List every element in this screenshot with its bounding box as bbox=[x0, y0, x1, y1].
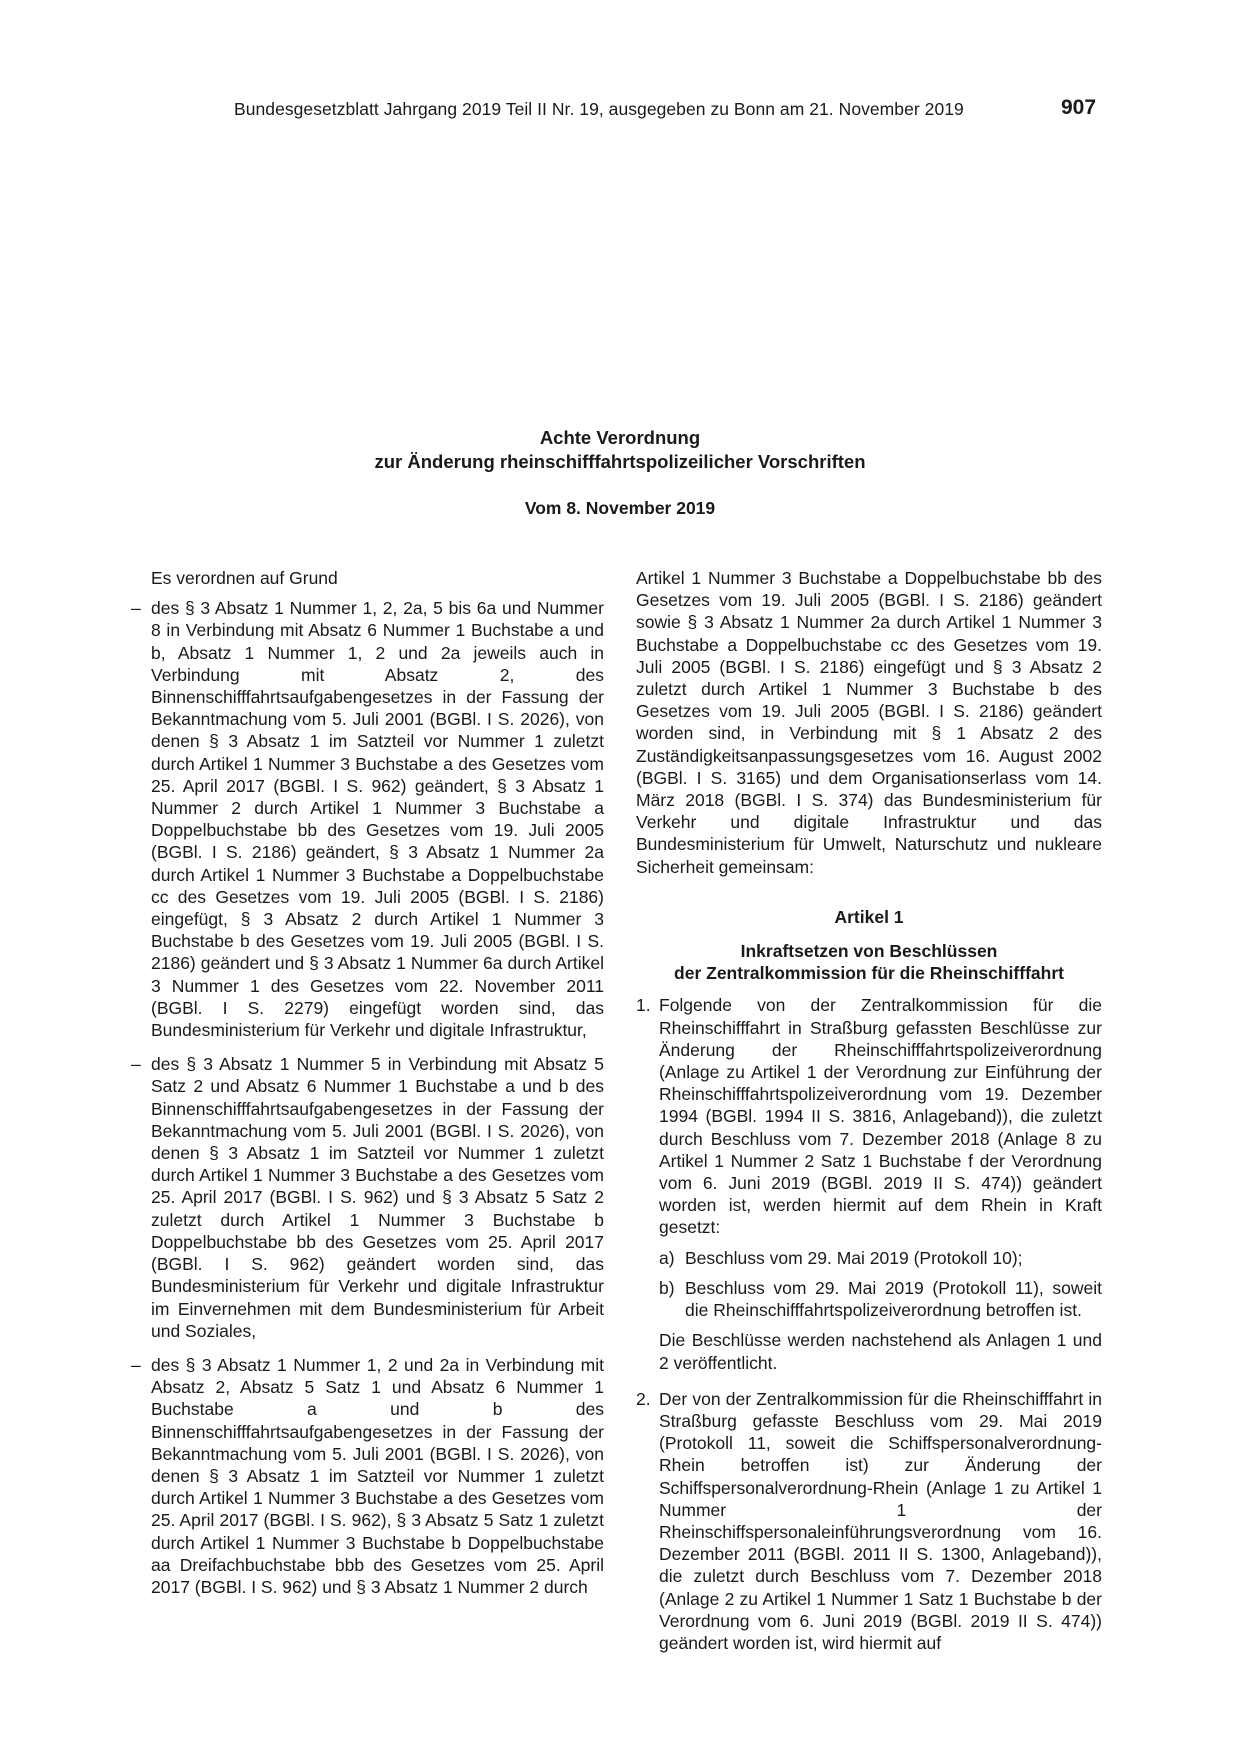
sub-item-marker: a) bbox=[659, 1247, 675, 1268]
running-header: Bundesgesetzblatt Jahrgang 2019 Teil II Nr. 19, ausgegeben zu Bonn am 21. November 2019 bbox=[234, 99, 964, 119]
item-number: 1. bbox=[636, 995, 651, 1016]
legal-basis-item-3 bbox=[130, 1354, 604, 1598]
legal-basis-text: des § 3 Absatz 1 Nummer 5 in Verbindung mit Absatz 5 Satz 2 und Absatz 6 Nummer 1 Buchstabe a und b des Binnenschifffahrtsaufgabengesetzes in der Fassung der Bekanntmachung vom 5. Juli 2001 (BGBl. I S. 2026), von denen § 3 Absatz 1 im Satzteil vor Nummer 1 zuletzt durch Artikel 1 Nummer 3 Buchstabe a des Gesetzes vom 25. April 2017 (BGBl. I S. 962) und § 3 Absatz 5 Satz 2 zuletzt durch Artikel 1 Nummer 3 Buchstabe b Doppelbuchstabe bb des Gesetzes vom 25. April 2017 (BGBl. I S. 962) geändert worden sind, das Bundesministerium für Verkehr und digitale Infrastruktur im Einvernehmen mit dem Bundesministerium für Arbeit und Soziales, bbox=[151, 1054, 604, 1341]
document-date-block bbox=[130, 496, 1110, 520]
dash-marker: – bbox=[131, 598, 141, 619]
dash-marker: – bbox=[131, 1054, 141, 1075]
sub-item-marker: b) bbox=[659, 1277, 675, 1298]
sub-item-text: Beschluss vom 29. Mai 2019 (Protokoll 11), soweit die Rheinschifffahrtspolizeiverordnung betroffen ist. bbox=[685, 1277, 1102, 1321]
article-item-1 bbox=[636, 994, 1102, 1373]
legal-basis-text: des § 3 Absatz 1 Nummer 1, 2 und 2a in Verbindung mit Absatz 2, Absatz 5 Satz 1 und Absatz 6 Nummer 1 Buchstabe a und b des Binnenschifffahrtsaufgabengesetzes in der Fassung der Bekanntmachung vom 5. Juli 2001 (BGBl. I S. 2026), von denen § 3 Absatz 1 im Satzteil vor Nummer 1 zuletzt durch Artikel 1 Nummer 3 Buchstabe a des Gesetzes vom 25. April 2017 (BGBl. I S. 962), § 3 Absatz 5 Satz 1 zuletzt durch Artikel 1 Nummer 3 Buchstabe b Doppelbuchstabe aa Dreifachbuchstabe bbb des Gesetzes vom 25. April 2017 (BGBl. I S. 962) und § 3 Absatz 1 Nummer 2 durch bbox=[151, 1354, 604, 1597]
sub-item-text: Beschluss vom 29. Mai 2019 (Protokoll 10); bbox=[685, 1247, 1023, 1268]
dash-marker: – bbox=[131, 1354, 141, 1375]
article-item-closing: Die Beschlüsse werden nachstehend als Anlagen 1 und 2 veröffentlicht. bbox=[659, 1330, 1102, 1373]
article-item-2 bbox=[636, 1388, 1102, 1654]
continuation-text: Artikel 1 Nummer 3 Buchstabe a Doppelbuchstabe bb des Gesetzes vom 19. Juli 2005 (BGBl. I S. 2186) geändert sowie § 3 Absatz 1 Nummer 2a durch Artikel 1 Nummer 3 Buchstabe a Doppelbuchstabe cc des Gesetzes vom 19. Juli 2005 (BGBl. I S. 2186) eingefügt und § 3 Absatz 2 zuletzt durch Artikel 1 Nummer 3 Buchstabe b des Gesetzes vom 19. Juli 2005 (BGBl. I S. 2186) geändert worden sind, in Verbindung mit § 1 Absatz 2 des Zuständigkeitsanpassungsgesetzes vom 16. August 2002 (BGBl. I S. 3165) und dem Organisationserlass vom 14. März 2018 (BGBl. I S. 374) das Bundesministerium für Verkehr und digitale Infrastruktur und das Bundesministerium für Umwelt, Naturschutz und nukleare Sicherheit gemeinsam: bbox=[636, 568, 1102, 877]
intro-text: Es verordnen auf Grund bbox=[151, 568, 338, 588]
article-heading-line-2: der Zentralkommission für die Rheinschifffahrt bbox=[674, 963, 1064, 984]
title-line-1: Achte Verordnung bbox=[539, 427, 701, 448]
article-heading-line-1: Inkraftsetzen von Beschlüssen bbox=[740, 941, 998, 962]
item-number: 2. bbox=[636, 1388, 651, 1409]
document-title bbox=[130, 426, 1110, 474]
left-column bbox=[130, 567, 604, 1610]
sub-item-b bbox=[659, 1277, 1102, 1321]
sub-item-a bbox=[659, 1247, 1102, 1269]
page-number: 907 bbox=[1061, 96, 1097, 119]
legal-basis-item-2 bbox=[130, 1053, 604, 1342]
title-line-2: zur Änderung rheinschifffahrtspolizeilicher Vorschriften bbox=[374, 451, 866, 472]
legal-basis-item-1 bbox=[130, 597, 604, 1041]
article-number: Artikel 1 bbox=[834, 906, 904, 927]
article-item-text: Folgende von der Zentralkommission für die Rheinschifffahrt in Straßburg gefassten Beschlüsse zur Änderung der Rheinschifffahrtspolizeiverordnung (Anlage zu Artikel 1 der Verordnung zur Einführung der Rheinschifffahrtspolizeiverordnung vom 19. Dezember 1994 (BGBl. 1994 II S. 3816, Anlageband)), die zuletzt durch Beschluss vom 7. Dezember 2018 (Anlage 8 zu Artikel 1 Nummer 2 Satz 1 Buchstabe f der Verordnung vom 6. Juni 2019 (BGBl. 2019 II S. 474)) geändert worden ist, werden hiermit auf dem Rhein in Kraft gesetzt: bbox=[659, 995, 1102, 1238]
document-date: Vom 8. November 2019 bbox=[524, 498, 716, 518]
legal-basis-text: des § 3 Absatz 1 Nummer 1, 2, 2a, 5 bis 6a und Nummer 8 in Verbindung mit Absatz 6 Nummer 1 Buchstabe a und b, Absatz 1 Nummer 1, 2 und 2a jeweils auch in Verbindung mit Absatz 2, des Binnenschifffahrtsaufgabengesetzes in der Fassung der Bekanntmachung vom 5. Juli 2001 (BGBl. I S. 2026), von denen § 3 Absatz 1 im Satzteil vor Nummer 1 zuletzt durch Artikel 1 Nummer 3 Buchstabe a des Gesetzes vom 25. April 2017 (BGBl. I S. 962) geändert, § 3 Absatz 1 Nummer 2 durch Artikel 1 Nummer 3 Buchstabe a Doppelbuchstabe bb des Gesetzes vom 19. Juli 2005 (BGBl. I S. 2186) geändert, § 3 Absatz 1 Nummer 2a durch Artikel 1 Nummer 3 Buchstabe a Doppelbuchstabe cc des Gesetzes vom 19. Juli 2005 (BGBl. I S. 2186) eingefügt, § 3 Absatz 2 durch Artikel 1 Nummer 3 Buchstabe b des Gesetzes vom 19. Juli 2005 (BGBl. I S. 2186) geändert und § 3 Absatz 1 Nummer 6a durch Artikel 3 Nummer 1 des Gesetzes vom 22. November 2011 (BGBl. I S. 2279) eingefügt worden sind, das Bundesministerium für Verkehr und digitale Infrastruktur, bbox=[151, 598, 604, 1041]
right-column bbox=[636, 567, 1102, 1664]
article-item-text: Der von der Zentralkommission für die Rheinschifffahrt in Straßburg gefasste Beschluss vom 29. Mai 2019 (Protokoll 11, soweit die Schiffspersonalverordnung-Rhein betroffen ist) zur Änderung der Schiffspersonalverordnung-Rhein (Anlage 1 zu Artikel 1 Nummer 1 der Rheinschiffspersonaleinführungsverordnung vom 16. Dezember 2011 (BGBl. 2011 II S. 1300, Anlageband)), die zuletzt durch Beschluss vom 7. Dezember 2018 (Anlage 2 zu Artikel 1 Nummer 1 Satz 1 Buchstabe b der Verordnung vom 6. Juni 2019 (BGBl. 2019 II S. 474)) geändert worden ist, wird hiermit auf bbox=[659, 1388, 1102, 1653]
